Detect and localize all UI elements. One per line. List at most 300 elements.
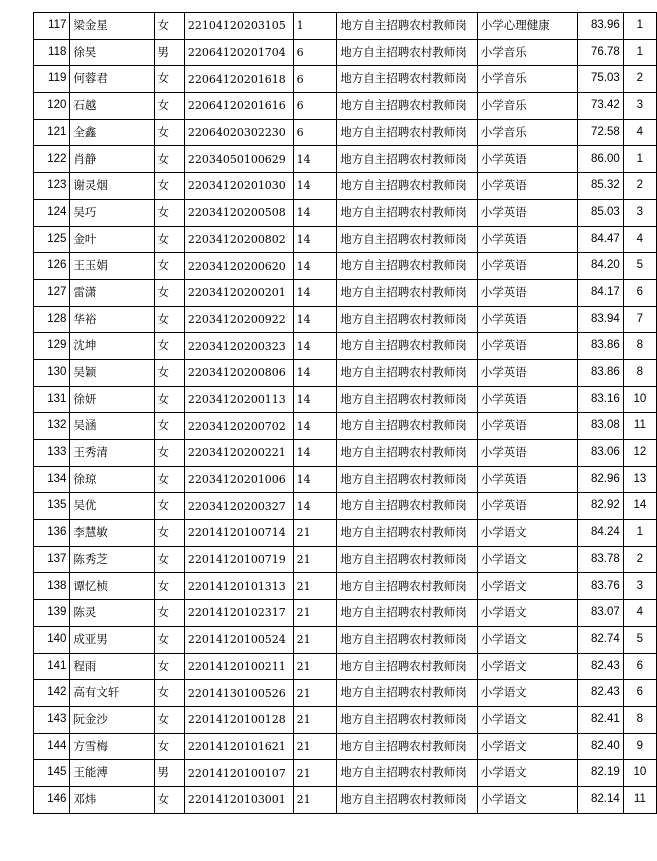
cell-post-name: 地方自主招聘农村教师岗: [337, 39, 478, 66]
table-row: [34, 173, 657, 200]
cell-subject: 小学语文: [477, 733, 578, 760]
cell-name: 雷潇: [70, 279, 154, 306]
cell-gender: 女: [154, 413, 184, 440]
cell-name: 全鑫: [70, 119, 154, 146]
cell-gender: 女: [154, 93, 184, 120]
cell-score: 85.03: [578, 199, 623, 226]
cell-post-code: 21: [293, 733, 337, 760]
cell-rank: 7: [623, 306, 656, 333]
table-row: [34, 279, 657, 306]
cell-post-code: 21: [293, 600, 337, 627]
cell-gender: 女: [154, 440, 184, 467]
cell-gender: 女: [154, 680, 184, 707]
cell-subject: 小学英语: [477, 333, 578, 360]
cell-gender: 女: [154, 733, 184, 760]
table-row: [34, 13, 657, 40]
cell-exam-id: 22034120200201: [184, 279, 293, 306]
cell-post-name: 地方自主招聘农村教师岗: [337, 573, 478, 600]
cell-serial-number: 122: [34, 146, 70, 173]
cell-rank: 3: [623, 199, 656, 226]
cell-gender: 男: [154, 760, 184, 787]
cell-rank: 1: [623, 146, 656, 173]
cell-score: 83.86: [578, 333, 623, 360]
cell-rank: 6: [623, 680, 656, 707]
cell-exam-id: 22034120200327: [184, 493, 293, 520]
cell-name: 何蓉君: [70, 66, 154, 93]
cell-post-name: 地方自主招聘农村教师岗: [337, 173, 478, 200]
cell-rank: 14: [623, 493, 656, 520]
cell-post-name: 地方自主招聘农村教师岗: [337, 440, 478, 467]
cell-gender: 女: [154, 786, 184, 813]
cell-subject: 小学语文: [477, 653, 578, 680]
cell-score: 82.40: [578, 733, 623, 760]
cell-name: 徐妍: [70, 386, 154, 413]
cell-exam-id: 22014120101313: [184, 573, 293, 600]
cell-gender: 男: [154, 39, 184, 66]
cell-score: 82.74: [578, 626, 623, 653]
cell-post-code: 21: [293, 626, 337, 653]
cell-rank: 5: [623, 253, 656, 280]
cell-gender: 女: [154, 253, 184, 280]
cell-serial-number: 123: [34, 173, 70, 200]
cell-post-name: 地方自主招聘农村教师岗: [337, 653, 478, 680]
cell-subject: 小学语文: [477, 626, 578, 653]
cell-serial-number: 143: [34, 706, 70, 733]
cell-score: 86.00: [578, 146, 623, 173]
cell-post-name: 地方自主招聘农村教师岗: [337, 600, 478, 627]
cell-rank: 11: [623, 413, 656, 440]
table-row: [34, 520, 657, 547]
cell-exam-id: 22034120200702: [184, 413, 293, 440]
cell-score: 76.78: [578, 39, 623, 66]
cell-post-code: 6: [293, 39, 337, 66]
cell-post-code: 14: [293, 226, 337, 253]
cell-rank: 13: [623, 466, 656, 493]
cell-serial-number: 119: [34, 66, 70, 93]
cell-post-code: 6: [293, 66, 337, 93]
cell-subject: 小学英语: [477, 466, 578, 493]
cell-subject: 小学音乐: [477, 39, 578, 66]
cell-name: 沈坤: [70, 333, 154, 360]
cell-post-name: 地方自主招聘农村教师岗: [337, 413, 478, 440]
cell-rank: 6: [623, 279, 656, 306]
cell-score: 82.96: [578, 466, 623, 493]
cell-post-code: 21: [293, 546, 337, 573]
cell-serial-number: 133: [34, 440, 70, 467]
cell-gender: 女: [154, 199, 184, 226]
cell-rank: 11: [623, 786, 656, 813]
cell-rank: 4: [623, 226, 656, 253]
cell-post-code: 21: [293, 786, 337, 813]
cell-name: 肖静: [70, 146, 154, 173]
cell-serial-number: 129: [34, 333, 70, 360]
cell-exam-id: 22034120200802: [184, 226, 293, 253]
cell-subject: 小学英语: [477, 199, 578, 226]
cell-post-code: 21: [293, 680, 337, 707]
cell-subject: 小学英语: [477, 279, 578, 306]
cell-name: 徐琼: [70, 466, 154, 493]
cell-post-code: 21: [293, 573, 337, 600]
cell-rank: 9: [623, 733, 656, 760]
cell-score: 72.58: [578, 119, 623, 146]
cell-subject: 小学英语: [477, 493, 578, 520]
cell-post-code: 1: [293, 13, 337, 40]
cell-gender: 女: [154, 66, 184, 93]
cell-score: 83.08: [578, 413, 623, 440]
cell-score: 85.32: [578, 173, 623, 200]
cell-post-code: 14: [293, 359, 337, 386]
cell-serial-number: 128: [34, 306, 70, 333]
cell-exam-id: 22034120201030: [184, 173, 293, 200]
cell-name: 吴颖: [70, 359, 154, 386]
table-row: [34, 413, 657, 440]
cell-post-name: 地方自主招聘农村教师岗: [337, 786, 478, 813]
cell-rank: 8: [623, 359, 656, 386]
cell-name: 王秀清: [70, 440, 154, 467]
cell-gender: 女: [154, 520, 184, 547]
cell-score: 84.20: [578, 253, 623, 280]
table-row: [34, 66, 657, 93]
table-row: [34, 39, 657, 66]
cell-subject: 小学语文: [477, 600, 578, 627]
cell-post-code: 21: [293, 706, 337, 733]
cell-serial-number: 136: [34, 520, 70, 547]
table-row: [34, 226, 657, 253]
cell-score: 82.41: [578, 706, 623, 733]
cell-name: 邓炜: [70, 786, 154, 813]
cell-post-name: 地方自主招聘农村教师岗: [337, 706, 478, 733]
cell-subject: 小学语文: [477, 760, 578, 787]
cell-name: 吴优: [70, 493, 154, 520]
cell-serial-number: 140: [34, 626, 70, 653]
cell-name: 方雪梅: [70, 733, 154, 760]
cell-rank: 8: [623, 706, 656, 733]
cell-name: 李慧敏: [70, 520, 154, 547]
cell-serial-number: 132: [34, 413, 70, 440]
cell-exam-id: 22034120200922: [184, 306, 293, 333]
cell-post-code: 14: [293, 199, 337, 226]
cell-exam-id: 22014120100107: [184, 760, 293, 787]
cell-gender: 女: [154, 386, 184, 413]
cell-name: 石越: [70, 93, 154, 120]
cell-rank: 5: [623, 626, 656, 653]
cell-subject: 小学语文: [477, 786, 578, 813]
cell-post-name: 地方自主招聘农村教师岗: [337, 626, 478, 653]
cell-rank: 3: [623, 573, 656, 600]
cell-score: 73.42: [578, 93, 623, 120]
cell-rank: 1: [623, 13, 656, 40]
cell-name: 徐昊: [70, 39, 154, 66]
cell-score: 83.07: [578, 600, 623, 627]
cell-gender: 女: [154, 573, 184, 600]
cell-exam-id: 22014120102317: [184, 600, 293, 627]
cell-post-code: 14: [293, 493, 337, 520]
cell-score: 82.43: [578, 680, 623, 707]
cell-name: 华裕: [70, 306, 154, 333]
cell-name: 吴涵: [70, 413, 154, 440]
cell-post-name: 地方自主招聘农村教师岗: [337, 466, 478, 493]
cell-post-code: 14: [293, 386, 337, 413]
cell-name: 金叶: [70, 226, 154, 253]
cell-name: 谭忆桢: [70, 573, 154, 600]
cell-name: 陈灵: [70, 600, 154, 627]
cell-post-code: 14: [293, 306, 337, 333]
cell-post-name: 地方自主招聘农村教师岗: [337, 760, 478, 787]
cell-subject: 小学英语: [477, 413, 578, 440]
cell-exam-id: 22014120100211: [184, 653, 293, 680]
cell-subject: 小学英语: [477, 173, 578, 200]
cell-gender: 女: [154, 13, 184, 40]
table-row: [34, 706, 657, 733]
cell-serial-number: 131: [34, 386, 70, 413]
cell-serial-number: 117: [34, 13, 70, 40]
cell-score: 82.43: [578, 653, 623, 680]
cell-post-name: 地方自主招聘农村教师岗: [337, 520, 478, 547]
cell-post-code: 14: [293, 440, 337, 467]
table-row: [34, 119, 657, 146]
cell-gender: 女: [154, 653, 184, 680]
cell-post-name: 地方自主招聘农村教师岗: [337, 13, 478, 40]
cell-serial-number: 142: [34, 680, 70, 707]
cell-post-name: 地方自主招聘农村教师岗: [337, 93, 478, 120]
cell-rank: 12: [623, 440, 656, 467]
cell-score: 83.86: [578, 359, 623, 386]
cell-name: 阮金沙: [70, 706, 154, 733]
table-row: [34, 493, 657, 520]
cell-exam-id: 22014120100128: [184, 706, 293, 733]
cell-rank: 4: [623, 600, 656, 627]
cell-gender: 女: [154, 466, 184, 493]
cell-subject: 小学音乐: [477, 119, 578, 146]
table-row: [34, 440, 657, 467]
cell-score: 82.92: [578, 493, 623, 520]
cell-rank: 10: [623, 760, 656, 787]
cell-exam-id: 22014120100714: [184, 520, 293, 547]
cell-subject: 小学英语: [477, 359, 578, 386]
cell-serial-number: 141: [34, 653, 70, 680]
cell-subject: 小学语文: [477, 680, 578, 707]
cell-gender: 女: [154, 146, 184, 173]
cell-post-name: 地方自主招聘农村教师岗: [337, 680, 478, 707]
results-table-body: [34, 13, 657, 814]
results-table: [33, 12, 657, 814]
cell-post-name: 地方自主招聘农村教师岗: [337, 306, 478, 333]
cell-serial-number: 134: [34, 466, 70, 493]
cell-exam-id: 22064120201616: [184, 93, 293, 120]
cell-exam-id: 22034120200508: [184, 199, 293, 226]
cell-gender: 女: [154, 626, 184, 653]
cell-serial-number: 126: [34, 253, 70, 280]
cell-post-code: 14: [293, 466, 337, 493]
cell-name: 成亚男: [70, 626, 154, 653]
cell-gender: 女: [154, 306, 184, 333]
cell-subject: 小学英语: [477, 386, 578, 413]
table-row: [34, 466, 657, 493]
cell-subject: 小学心理健康: [477, 13, 578, 40]
cell-post-code: 6: [293, 93, 337, 120]
cell-gender: 女: [154, 359, 184, 386]
cell-exam-id: 22014120103001: [184, 786, 293, 813]
cell-post-name: 地方自主招聘农村教师岗: [337, 199, 478, 226]
cell-rank: 1: [623, 39, 656, 66]
cell-post-name: 地方自主招聘农村教师岗: [337, 253, 478, 280]
cell-name: 谢灵烟: [70, 173, 154, 200]
cell-serial-number: 125: [34, 226, 70, 253]
cell-exam-id: 22014120100524: [184, 626, 293, 653]
table-row: [34, 760, 657, 787]
cell-exam-id: 22034120200620: [184, 253, 293, 280]
cell-post-name: 地方自主招聘农村教师岗: [337, 359, 478, 386]
cell-post-code: 14: [293, 279, 337, 306]
cell-post-name: 地方自主招聘农村教师岗: [337, 119, 478, 146]
cell-subject: 小学英语: [477, 146, 578, 173]
cell-serial-number: 118: [34, 39, 70, 66]
cell-gender: 女: [154, 119, 184, 146]
cell-subject: 小学语文: [477, 520, 578, 547]
cell-rank: 10: [623, 386, 656, 413]
cell-post-name: 地方自主招聘农村教师岗: [337, 279, 478, 306]
cell-score: 83.96: [578, 13, 623, 40]
table-row: [34, 680, 657, 707]
cell-subject: 小学语文: [477, 706, 578, 733]
table-row: [34, 733, 657, 760]
cell-exam-id: 22064120201704: [184, 39, 293, 66]
cell-subject: 小学英语: [477, 440, 578, 467]
cell-serial-number: 145: [34, 760, 70, 787]
cell-score: 84.47: [578, 226, 623, 253]
cell-serial-number: 124: [34, 199, 70, 226]
cell-gender: 女: [154, 333, 184, 360]
cell-name: 王玉娟: [70, 253, 154, 280]
cell-serial-number: 144: [34, 733, 70, 760]
cell-score: 82.14: [578, 786, 623, 813]
cell-subject: 小学音乐: [477, 66, 578, 93]
cell-score: 82.19: [578, 760, 623, 787]
cell-post-code: 6: [293, 119, 337, 146]
cell-exam-id: 22064120201618: [184, 66, 293, 93]
table-row: [34, 146, 657, 173]
cell-subject: 小学英语: [477, 226, 578, 253]
cell-post-code: 14: [293, 333, 337, 360]
table-row: [34, 359, 657, 386]
cell-subject: 小学英语: [477, 306, 578, 333]
cell-post-code: 21: [293, 653, 337, 680]
cell-score: 84.24: [578, 520, 623, 547]
cell-exam-id: 22034120200806: [184, 359, 293, 386]
cell-score: 84.17: [578, 279, 623, 306]
cell-post-name: 地方自主招聘农村教师岗: [337, 386, 478, 413]
cell-rank: 2: [623, 173, 656, 200]
table-row: [34, 199, 657, 226]
cell-post-code: 14: [293, 173, 337, 200]
cell-name: 陈秀芝: [70, 546, 154, 573]
cell-exam-id: 22034050100629: [184, 146, 293, 173]
table-row: [34, 93, 657, 120]
cell-serial-number: 135: [34, 493, 70, 520]
cell-rank: 8: [623, 333, 656, 360]
table-row: [34, 653, 657, 680]
cell-gender: 女: [154, 279, 184, 306]
cell-score: 83.16: [578, 386, 623, 413]
cell-rank: 6: [623, 653, 656, 680]
cell-post-code: 14: [293, 413, 337, 440]
cell-post-name: 地方自主招聘农村教师岗: [337, 733, 478, 760]
cell-score: 83.06: [578, 440, 623, 467]
cell-post-code: 21: [293, 760, 337, 787]
cell-name: 王能溥: [70, 760, 154, 787]
cell-gender: 女: [154, 226, 184, 253]
cell-subject: 小学音乐: [477, 93, 578, 120]
cell-subject: 小学语文: [477, 546, 578, 573]
cell-name: 吴巧: [70, 199, 154, 226]
cell-name: 程雨: [70, 653, 154, 680]
cell-serial-number: 137: [34, 546, 70, 573]
table-row: [34, 573, 657, 600]
cell-gender: 女: [154, 600, 184, 627]
cell-gender: 女: [154, 493, 184, 520]
cell-serial-number: 138: [34, 573, 70, 600]
table-row: [34, 626, 657, 653]
cell-exam-id: 22034120200113: [184, 386, 293, 413]
cell-post-name: 地方自主招聘农村教师岗: [337, 333, 478, 360]
cell-post-code: 21: [293, 520, 337, 547]
cell-subject: 小学语文: [477, 573, 578, 600]
cell-serial-number: 120: [34, 93, 70, 120]
cell-score: 83.94: [578, 306, 623, 333]
cell-exam-id: 22014130100526: [184, 680, 293, 707]
cell-serial-number: 146: [34, 786, 70, 813]
cell-score: 75.03: [578, 66, 623, 93]
cell-serial-number: 139: [34, 600, 70, 627]
cell-post-code: 14: [293, 146, 337, 173]
cell-exam-id: 22034120200221: [184, 440, 293, 467]
cell-rank: 4: [623, 119, 656, 146]
cell-exam-id: 22014120101621: [184, 733, 293, 760]
cell-rank: 2: [623, 66, 656, 93]
cell-exam-id: 22064020302230: [184, 119, 293, 146]
cell-rank: 2: [623, 546, 656, 573]
cell-exam-id: 22034120201006: [184, 466, 293, 493]
table-row: [34, 600, 657, 627]
table-row: [34, 386, 657, 413]
cell-exam-id: 22104120203105: [184, 13, 293, 40]
cell-gender: 女: [154, 173, 184, 200]
cell-score: 83.78: [578, 546, 623, 573]
table-row: [34, 786, 657, 813]
cell-post-name: 地方自主招聘农村教师岗: [337, 226, 478, 253]
table-row: [34, 333, 657, 360]
cell-post-name: 地方自主招聘农村教师岗: [337, 546, 478, 573]
cell-post-name: 地方自主招聘农村教师岗: [337, 146, 478, 173]
cell-post-name: 地方自主招聘农村教师岗: [337, 66, 478, 93]
cell-gender: 女: [154, 706, 184, 733]
cell-name: 梁金星: [70, 13, 154, 40]
cell-rank: 1: [623, 520, 656, 547]
table-row: [34, 306, 657, 333]
table-row: [34, 546, 657, 573]
cell-exam-id: 22034120200323: [184, 333, 293, 360]
table-row: [34, 253, 657, 280]
cell-rank: 3: [623, 93, 656, 120]
cell-serial-number: 127: [34, 279, 70, 306]
cell-score: 83.76: [578, 573, 623, 600]
cell-serial-number: 130: [34, 359, 70, 386]
cell-serial-number: 121: [34, 119, 70, 146]
cell-post-code: 14: [293, 253, 337, 280]
cell-subject: 小学英语: [477, 253, 578, 280]
cell-exam-id: 22014120100719: [184, 546, 293, 573]
cell-post-name: 地方自主招聘农村教师岗: [337, 493, 478, 520]
